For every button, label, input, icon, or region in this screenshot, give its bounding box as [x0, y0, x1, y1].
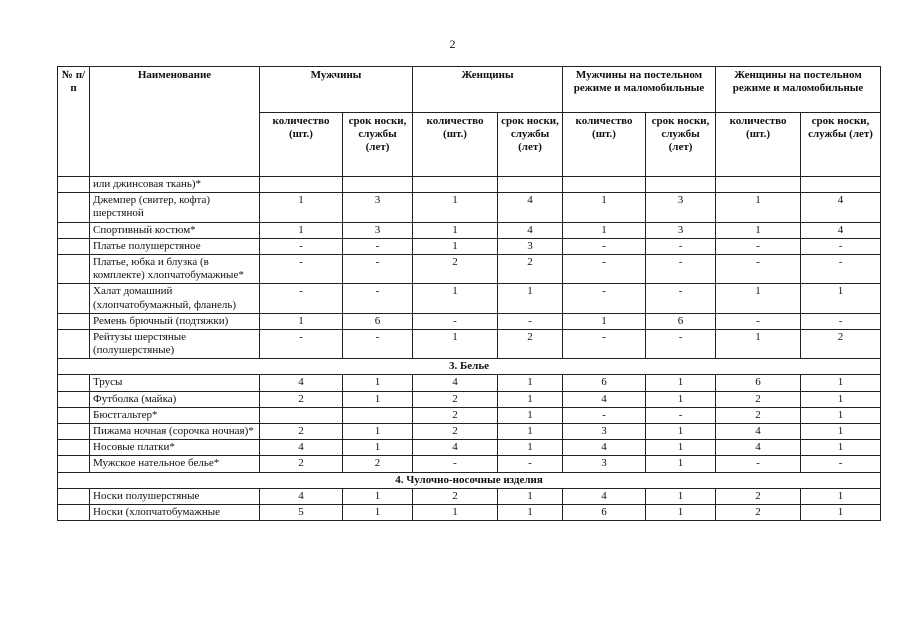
section-row	[58, 472, 881, 488]
qty-cell: 2	[716, 504, 801, 520]
item-name: Ремень брючный (подтяжки)	[90, 313, 260, 329]
item-name: Носки полушерстяные	[90, 488, 260, 504]
term-cell: -	[343, 238, 413, 254]
qty-cell: -	[716, 238, 801, 254]
qty-cell: 1	[260, 193, 343, 222]
header-qty: количество (шт.)	[563, 113, 646, 177]
row-number-cell	[58, 329, 90, 358]
row-number-cell	[58, 254, 90, 283]
qty-cell: -	[563, 329, 646, 358]
term-cell: 1	[801, 391, 881, 407]
qty-cell: 4	[413, 375, 498, 391]
term-cell: 1	[498, 504, 563, 520]
qty-cell: 2	[716, 391, 801, 407]
item-name: Платье полушерстяное	[90, 238, 260, 254]
qty-cell: 1	[716, 193, 801, 222]
term-cell: -	[646, 254, 716, 283]
term-cell: 1	[646, 424, 716, 440]
table-row	[58, 440, 881, 456]
term-cell: -	[646, 407, 716, 423]
header-group-men-bedridden: Мужчины на постельном режиме и маломобильные	[563, 67, 716, 113]
qty-cell: 1	[260, 313, 343, 329]
qty-cell: 2	[413, 407, 498, 423]
term-cell: 1	[646, 456, 716, 472]
section-title: 3. Белье	[58, 359, 881, 375]
item-name: Платье, юбка и блузка (в комплекте) хлопчатобумажные*	[90, 254, 260, 283]
header-group-women: Женщины	[413, 67, 563, 113]
qty-cell: 4	[563, 440, 646, 456]
qty-cell: 4	[260, 440, 343, 456]
term-cell: 1	[801, 284, 881, 313]
row-number-cell	[58, 407, 90, 423]
row-number-cell	[58, 456, 90, 472]
term-cell: 1	[646, 488, 716, 504]
term-cell: 1	[801, 504, 881, 520]
term-cell: 1	[498, 440, 563, 456]
header-qty: количество (шт.)	[716, 113, 801, 177]
qty-cell: 4	[413, 440, 498, 456]
term-cell	[343, 407, 413, 423]
qty-cell: 1	[413, 329, 498, 358]
term-cell: -	[646, 284, 716, 313]
term-cell: 1	[646, 375, 716, 391]
term-cell: 3	[343, 222, 413, 238]
header-num: № п/п	[58, 67, 90, 177]
qty-cell: -	[260, 238, 343, 254]
term-cell: -	[646, 329, 716, 358]
row-number-cell	[58, 177, 90, 193]
qty-cell: 6	[563, 375, 646, 391]
item-name: Носовые платки*	[90, 440, 260, 456]
term-cell	[646, 177, 716, 193]
term-cell: 4	[801, 222, 881, 238]
row-number-cell	[58, 504, 90, 520]
header-group-women-bedridden: Женщины на постельном режиме и маломобильные	[716, 67, 881, 113]
header-term: срок носки, службы (лет)	[646, 113, 716, 177]
term-cell: 1	[801, 440, 881, 456]
term-cell: -	[343, 284, 413, 313]
term-cell: 6	[646, 313, 716, 329]
item-name: Носки (хлопчатобумажные	[90, 504, 260, 520]
row-number-cell	[58, 488, 90, 504]
header-qty: количество (шт.)	[413, 113, 498, 177]
row-number-cell	[58, 284, 90, 313]
term-cell: -	[801, 254, 881, 283]
qty-cell: 6	[563, 504, 646, 520]
term-cell: -	[801, 313, 881, 329]
qty-cell: 2	[413, 488, 498, 504]
item-name: Спортивный костюм*	[90, 222, 260, 238]
header-term: срок носки, службы (лет)	[498, 113, 563, 177]
term-cell: 6	[343, 313, 413, 329]
header-term: срок носки, службы (лет)	[343, 113, 413, 177]
qty-cell: -	[716, 313, 801, 329]
term-cell: 1	[343, 504, 413, 520]
qty-cell: -	[260, 329, 343, 358]
qty-cell	[716, 177, 801, 193]
item-name: Мужское нательное белье*	[90, 456, 260, 472]
table-row	[58, 238, 881, 254]
item-name: Рейтузы шерстяные (полушерстяные)	[90, 329, 260, 358]
term-cell: 1	[498, 407, 563, 423]
term-cell: 1	[343, 375, 413, 391]
term-cell: 2	[498, 254, 563, 283]
term-cell	[801, 177, 881, 193]
term-cell: -	[646, 238, 716, 254]
term-cell: 1	[343, 440, 413, 456]
term-cell: 1	[343, 391, 413, 407]
term-cell: 2	[498, 329, 563, 358]
qty-cell: -	[260, 284, 343, 313]
qty-cell: 5	[260, 504, 343, 520]
table-row	[58, 193, 881, 222]
item-name: Халат домашний (хлопчатобумажный, фланель)	[90, 284, 260, 313]
row-number-cell	[58, 222, 90, 238]
item-name: или джинсовая ткань)*	[90, 177, 260, 193]
qty-cell: -	[260, 254, 343, 283]
qty-cell	[260, 407, 343, 423]
term-cell: -	[801, 238, 881, 254]
item-name: Бюстгальтер*	[90, 407, 260, 423]
term-cell: -	[801, 456, 881, 472]
qty-cell: 2	[260, 456, 343, 472]
qty-cell: -	[563, 254, 646, 283]
qty-cell: 1	[563, 193, 646, 222]
qty-cell: -	[413, 456, 498, 472]
qty-cell: -	[413, 313, 498, 329]
row-number-cell	[58, 313, 90, 329]
qty-cell	[260, 177, 343, 193]
term-cell: 1	[498, 284, 563, 313]
header-group-men: Мужчины	[260, 67, 413, 113]
qty-cell: 4	[716, 424, 801, 440]
qty-cell: 3	[563, 424, 646, 440]
qty-cell: 4	[563, 488, 646, 504]
term-cell: -	[498, 313, 563, 329]
qty-cell: -	[716, 456, 801, 472]
term-cell: 1	[343, 424, 413, 440]
qty-cell: -	[563, 284, 646, 313]
table-row	[58, 313, 881, 329]
term-cell: 2	[801, 329, 881, 358]
qty-cell: 2	[260, 391, 343, 407]
table-body	[58, 177, 881, 521]
term-cell: 1	[498, 424, 563, 440]
qty-cell: -	[716, 254, 801, 283]
section-row	[58, 359, 881, 375]
table-row	[58, 488, 881, 504]
qty-cell: 1	[413, 284, 498, 313]
item-name: Джемпер (свитер, кофта) шерстяной	[90, 193, 260, 222]
qty-cell: 1	[413, 193, 498, 222]
table-row	[58, 504, 881, 520]
qty-cell: 6	[716, 375, 801, 391]
term-cell: -	[343, 329, 413, 358]
table-row	[58, 254, 881, 283]
term-cell: 1	[646, 440, 716, 456]
qty-cell: 4	[260, 488, 343, 504]
norms-table	[57, 66, 881, 521]
qty-cell: 2	[413, 424, 498, 440]
term-cell: 1	[498, 488, 563, 504]
qty-cell: 4	[260, 375, 343, 391]
term-cell: 1	[646, 391, 716, 407]
row-number-cell	[58, 391, 90, 407]
qty-cell: 1	[716, 222, 801, 238]
qty-cell	[413, 177, 498, 193]
term-cell: -	[343, 254, 413, 283]
qty-cell: 1	[563, 313, 646, 329]
row-number-cell	[58, 424, 90, 440]
page-number: 2	[449, 37, 456, 51]
table-row	[58, 456, 881, 472]
term-cell	[498, 177, 563, 193]
term-cell: 4	[498, 222, 563, 238]
header-term: срок носки, службы (лет)	[801, 113, 881, 177]
table-row	[58, 424, 881, 440]
term-cell: 1	[498, 391, 563, 407]
qty-cell: 1	[413, 504, 498, 520]
qty-cell: 2	[413, 254, 498, 283]
term-cell: 2	[343, 456, 413, 472]
term-cell: -	[498, 456, 563, 472]
section-title: 4. Чулочно-носочные изделия	[58, 472, 881, 488]
table-row	[58, 391, 881, 407]
table-row	[58, 407, 881, 423]
item-name: Пижама ночная (сорочка ночная)*	[90, 424, 260, 440]
qty-cell	[563, 177, 646, 193]
qty-cell: 4	[563, 391, 646, 407]
term-cell: 1	[801, 488, 881, 504]
term-cell	[343, 177, 413, 193]
term-cell: 1	[801, 375, 881, 391]
qty-cell: 1	[413, 238, 498, 254]
table-row	[58, 375, 881, 391]
qty-cell: 1	[716, 329, 801, 358]
term-cell: 3	[646, 193, 716, 222]
row-number-cell	[58, 375, 90, 391]
qty-cell: 3	[563, 456, 646, 472]
qty-cell: -	[563, 238, 646, 254]
table-row	[58, 222, 881, 238]
qty-cell: 1	[716, 284, 801, 313]
qty-cell: 2	[260, 424, 343, 440]
table-row	[58, 284, 881, 313]
term-cell: 4	[498, 193, 563, 222]
row-number-cell	[58, 193, 90, 222]
item-name: Футболка (майка)	[90, 391, 260, 407]
qty-cell: 2	[716, 488, 801, 504]
header-qty: количество (шт.)	[260, 113, 343, 177]
qty-cell: 1	[563, 222, 646, 238]
term-cell: 1	[498, 375, 563, 391]
term-cell: 3	[498, 238, 563, 254]
item-name: Трусы	[90, 375, 260, 391]
table-row	[58, 329, 881, 358]
qty-cell: 1	[260, 222, 343, 238]
qty-cell: 2	[413, 391, 498, 407]
term-cell: 1	[343, 488, 413, 504]
qty-cell: 2	[716, 407, 801, 423]
term-cell: 4	[801, 193, 881, 222]
qty-cell: -	[563, 407, 646, 423]
term-cell: 3	[343, 193, 413, 222]
row-number-cell	[58, 440, 90, 456]
row-number-cell	[58, 238, 90, 254]
qty-cell: 4	[716, 440, 801, 456]
term-cell: 1	[646, 504, 716, 520]
term-cell: 3	[646, 222, 716, 238]
table-row	[58, 177, 881, 193]
term-cell: 1	[801, 424, 881, 440]
term-cell: 1	[801, 407, 881, 423]
header-name: Наименование	[90, 67, 260, 177]
qty-cell: 1	[413, 222, 498, 238]
